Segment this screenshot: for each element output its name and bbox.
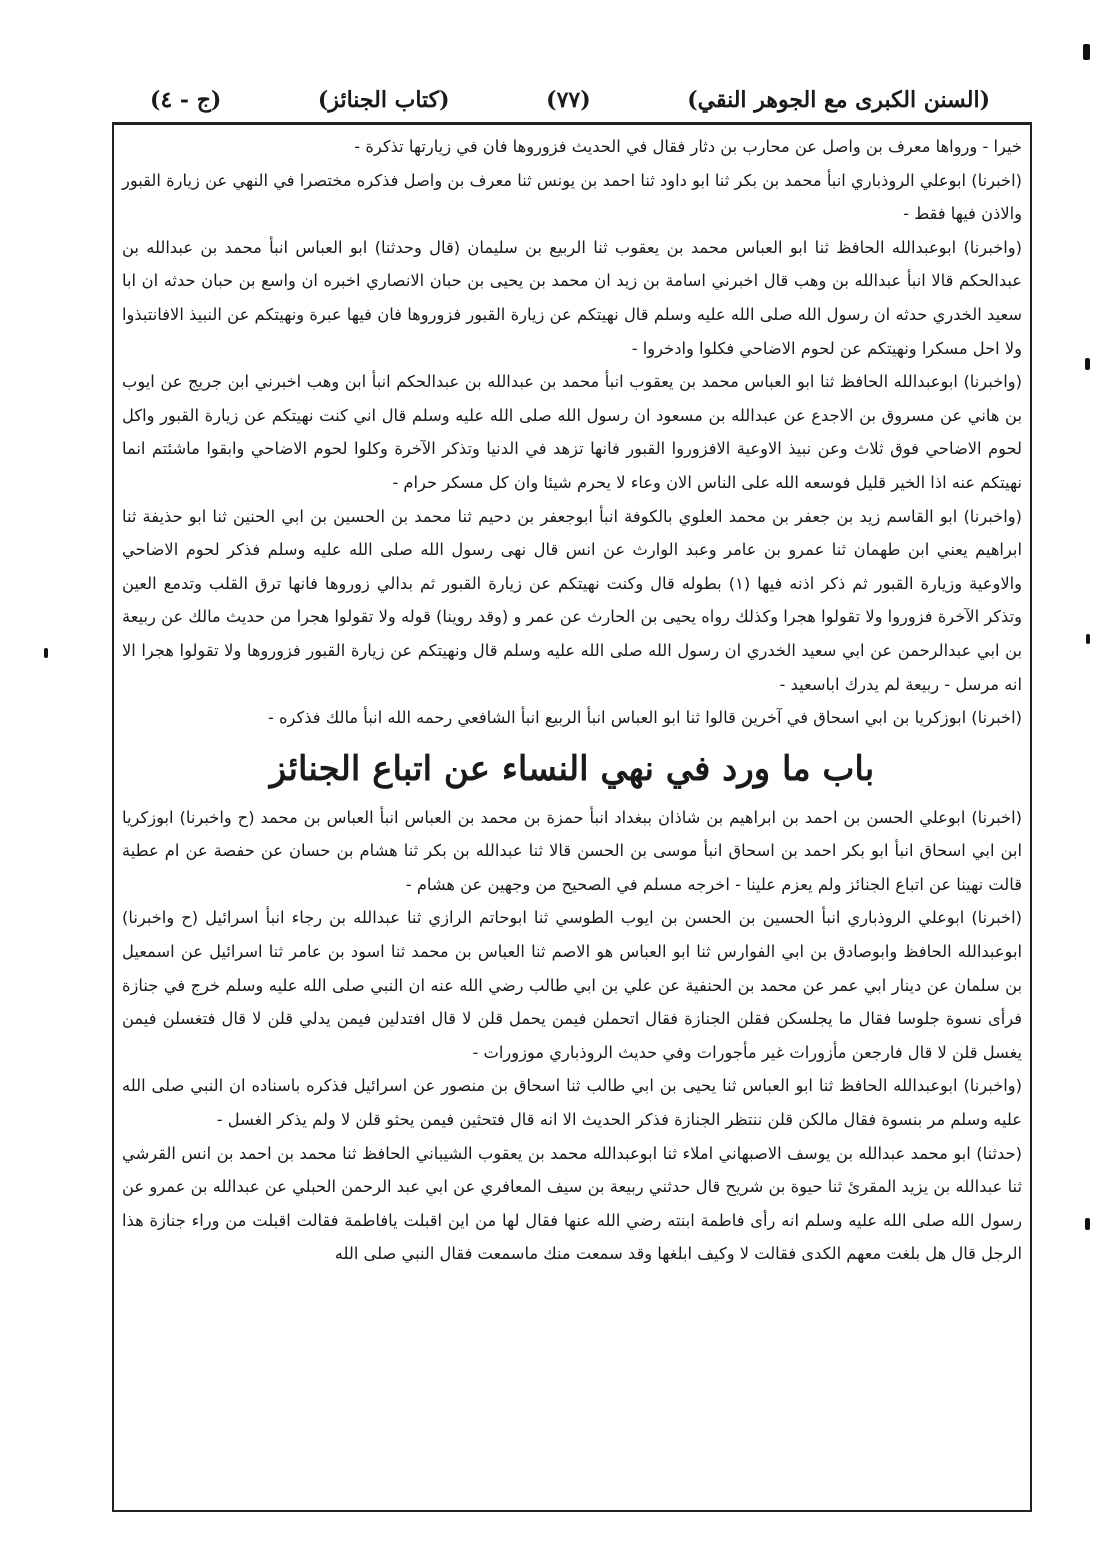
margin-mark	[1085, 358, 1090, 370]
page-body	[122, 130, 1022, 1271]
paragraph: (اخبرنا) ابوعلي الحسن بن احمد بن ابراهيم بن شاذان ببغداد انبأ حمزة بن محمد بن العباس انبأ العباس بن محمد (ح واخبرنا) ابوزكريا ابن ابي اسحاق انبأ ابو بكر احمد بن اسحاق انبأ موسى بن الحسن قالا ثنا عبدالله بن بكر ثنا هشام بن حسان عن حفصة عن ام عطية قالت نهينا عن اتباع الجنائز ولم يعزم علينا - اخرجه مسلم في الصحيح من وجهين عن هشام -	[122, 807, 1022, 894]
margin-mark	[1086, 634, 1090, 644]
page-header	[150, 78, 990, 122]
volume-number: (ج - ٤)	[150, 87, 222, 113]
paragraph: (واخبرنا) ابوعبدالله الحافظ ثنا ابو العباس ثنا يحيى بن ابي طالب ثنا اسحاق بن منصور عن اسرائيل فذكره باسناده ان النبي صلى الله عليه وسلم مر بنسوة فقال مالكن قلن ننتظر الجنازة فذكر الحديث الا انه قال فتحثين فيمن يحثو قلن لا ولم يذكر الغسل -	[122, 1076, 1022, 1130]
paragraph: (اخبرنا) ابوزكريا بن ابي اسحاق في آخرين قالوا ثنا ابو العباس انبأ الربيع انبأ الشافعي رحمه الله انبأ مالك فذكره -	[267, 708, 1022, 728]
section-title: (كتاب الجنائز)	[317, 87, 450, 113]
margin-mark	[1083, 44, 1090, 60]
book-title: (السنن الكبرى مع الجوهر النقي)	[687, 87, 990, 113]
paragraph: (حدثنا) ابو محمد عبدالله بن يوسف الاصبهاني املاء ثنا ابوعبدالله محمد بن يعقوب الشيباني الحافظ ثنا محمد بن احمد بن انس القرشي ثنا عبدالله بن يزيد المقرئ ثنا حيوة بن شريح قال حدثني ربيعة بن سيف المعافري عن ابي عبد الرحمن الحبلي عن عبدالله بن عمرو عن رسول الله صلى الله عليه وسلم انه رأى فاطمة ابنته رضي الله عنها فقال لها من اين اقبلت يافاطمة فقالت اقبلت من وراء جنازة هذا الرجل قال هل بلغت معهم الكدى فقالت لا وكيف ابلغها وقد سمعت منك ماسمعت فقال النبي صلى الله	[122, 1143, 1022, 1264]
chapter-title: باب ما ورد في نهي النساء عن اتباع الجنائز	[269, 748, 875, 789]
margin-mark	[1085, 1218, 1090, 1230]
paragraph: خيرا - ورواها معرف بن واصل عن محارب بن دثار فقال في الحديث فزوروها فان في زيارتها تذكرة -	[354, 137, 1022, 156]
paragraph: (واخبرنا) ابوعبدالله الحافظ ثنا ابو العباس محمد بن يعقوب ثنا الربيع بن سليمان (قال وحدثنا) ابو العباس انبأ محمد بن عبدالله بن عبدالحكم قالا انبأ عبدالله بن وهب قال اخبرني اسامة بن زيد ان محمد بن يحيى بن حبان الانصاري اخبره ان واسع بن حبان حدثه ان ابا سعيد الخدري حدثه ان رسول الله صلى الله عليه وسلم قال نهيتكم عن زيارة القبور فزوروها فان فيها عبرة ونهيتكم عن النبيذ الافانتبذوا ولا احل مسكرا ونهيتكم عن لحوم الاضاحي فكلوا وادخروا -	[122, 237, 1022, 358]
paragraph: (اخبرنا) ابوعلي الروذباري انبأ الحسين بن الحسن بن ايوب الطوسي ثنا ابوحاتم الرازي ثنا عبدالله بن رجاء انبأ اسرائيل (ح واخبرنا) ابوعبدالله الحافظ وابوصادق بن ابي الفوارس ثنا ابو العباس هو الاصم ثنا العباس بن محمد ثنا اسود بن عامر ثنا اسرائيل عن اسمعيل بن سلمان عن دينار ابي عمر عن محمد بن الحنفية عن علي بن ابي طالب رضي الله عنه ان النبي صلى الله عليه وسلم خرج في جنازة فرأى نسوة جلوسا فقال ما يجلسكن فقلن الجنازة فقال اتحملن فيمن يحمل قلن لا قال افتدلين فيمن يدلي قلن لا قال فتغسلن فيمن يغسل قلن لا قال فارجعن مأزورات غير مأجورات وفي حديث الروذباري موزورات -	[122, 908, 1022, 1062]
page-number: (٧٧)	[546, 87, 591, 113]
paragraph: (واخبرنا) ابو القاسم زيد بن جعفر بن محمد العلوي بالكوفة انبأ ابوجعفر بن دحيم ثنا محمد بن الحسين بن ابي الحنين ثنا ابو حذيفة ثنا ابراهيم يعني ابن طهمان ثنا عمرو بن عامر وعبد الوارث عن انس قال نهى رسول الله صلى الله عليه وسلم فذكر لحوم الاضاحي والاوعية وزيارة القبور ثم ذكر اذنه فيها (١) بطوله قال وكنت نهيتكم عن زيارة القبور ثم بدالي زوروها فانها ترق القلب وتدمع العين وتذكر الآخرة فزوروا ولا تقولوا هجرا وكذلك رواه يحيى بن الحارث عن عمر و (وقد روينا) قوله ولا تقولوا هجرا من حديث مالك عن ربيعة بن ابي عبدالرحمن عن ابي سعيد الخدري ان رسول الله صلى الله عليه وسلم قال ونهيتكم عن زيارة القبور فزوروها ولا تقولوا هجرا الا انه مرسل - ربيعة لم يدرك اباسعيد -	[122, 506, 1022, 694]
paragraph: (اخبرنا) ابوعلي الروذباري انبأ محمد بن بكر ثنا ابو داود ثنا احمد بن يونس ثنا معرف بن واصل فذكره مختصرا في النهي عن زيارة القبور والاذن فيها فقط -	[122, 170, 1022, 224]
paragraph: (واخبرنا) ابوعبدالله الحافظ ثنا ابو العباس محمد بن يعقوب انبأ محمد بن عبدالله بن عبدالحكم انبأ ابن وهب اخبرني ابن جريج عن ايوب بن هاني عن مسروق بن الاجدع عن عبدالله بن مسعود ان رسول الله صلى الله عليه وسلم قال اني كنت نهيتكم عن زيارة القبور واكل لحوم الاضاحي فوق ثلاث وعن نبيذ الاوعية الافزوروا القبور فانها تزهد في الدنيا وتذكر الآخرة وكلوا لحوم الاضاحي وابقوا ماشئتم انما نهيتكم عنه اذا الخير قليل فوسعه الله على الناس الان وعاء لا يحرم شيئا وان كل مسكر حرام -	[122, 372, 1022, 492]
margin-mark	[44, 648, 48, 658]
